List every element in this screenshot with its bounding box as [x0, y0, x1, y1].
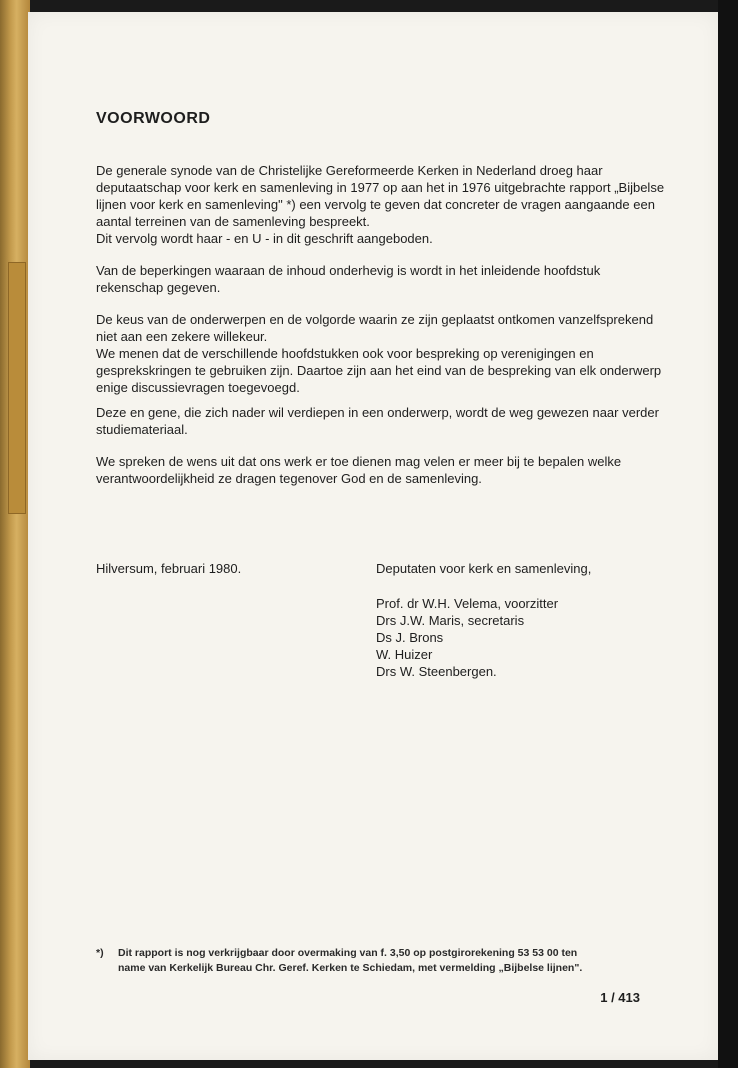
- signature-heading: Deputaten voor kerk en samenleving,: [376, 561, 592, 576]
- footnote-text: name van Kerkelijk Bureau Chr. Geref. Kerken te Schiedam, met vermelding „Bijbelse lijnen".: [118, 962, 583, 974]
- paragraph: Van de beperkingen waaraan de inhoud onderhevig is wordt in het inleidende hoofdstuk rekenschap gegeven.: [96, 263, 601, 295]
- paragraph-text: We menen dat de verschillende hoofdstukken ook voor bespreking op verenigingen en gesprekskringen te gebruiken zijn. Daartoe zijn aan het eind van de bespreking van elk onderwerp enige discussievragen toegevoegd.: [96, 346, 662, 395]
- signature-block: [376, 560, 591, 680]
- signatory: Ds J. Brons: [376, 630, 444, 645]
- signatory-list: [376, 595, 591, 680]
- scan-edge: [718, 0, 738, 1068]
- paragraph: We spreken de wens uit dat ons werk er toe dienen mag velen er meer bij te bepalen welke verantwoordelijkheid ze dragen tegenover God en de samenleving.: [96, 454, 622, 486]
- place-date: Hilversum, februari 1980.: [96, 561, 242, 576]
- signatory: W. Huizer: [376, 647, 433, 662]
- paragraph-text: Dit vervolg wordt haar - en U - in dit geschrift aangeboden.: [96, 231, 433, 246]
- paragraph-text: De generale synode van de Christelijke Gereformeerde Kerken in Nederland droeg haar deputaatschap voor kerk en samenleving in 1977 op aan het in 1976 uitgebrachte rapport „Bijbelse lijnen voor kerk en samenleving" *) een vervolg te geven dat concreter de vragen aangaande een aantal terreinen van de samenleving bespreekt.: [96, 163, 665, 229]
- signatory: Prof. dr W.H. Velema, voorzitter: [376, 596, 559, 611]
- page-number: 1 / 413: [600, 990, 640, 1005]
- paragraph: [96, 311, 671, 396]
- footnote-text: Dit rapport is nog verkrijgbaar door overmaking van f. 3,50 op postgirorekening 53 53 00 ten: [118, 947, 578, 959]
- paragraph: [96, 162, 671, 247]
- document-page: [28, 12, 718, 1060]
- paragraph-text: De keus van de onderwerpen en de volgorde waarin ze zijn geplaatst ontkomen vanzelfsprekend niet aan een zekere willekeur.: [96, 312, 654, 344]
- paragraph: Deze en gene, die zich nader wil verdiepen in een onderwerp, wordt de weg gewezen naar verder studiemateriaal.: [96, 405, 659, 437]
- footnote-marker: *): [96, 947, 104, 959]
- binding-tab: [8, 262, 26, 514]
- footnote-line: [96, 946, 671, 961]
- page-title: VOORWOORD: [96, 110, 211, 127]
- signatory: Drs W. Steenbergen.: [376, 664, 497, 679]
- body-text: [96, 162, 671, 502]
- signatory: Drs J.W. Maris, secretaris: [376, 613, 525, 628]
- footnote: [96, 946, 671, 976]
- binding-spine: [0, 0, 30, 1068]
